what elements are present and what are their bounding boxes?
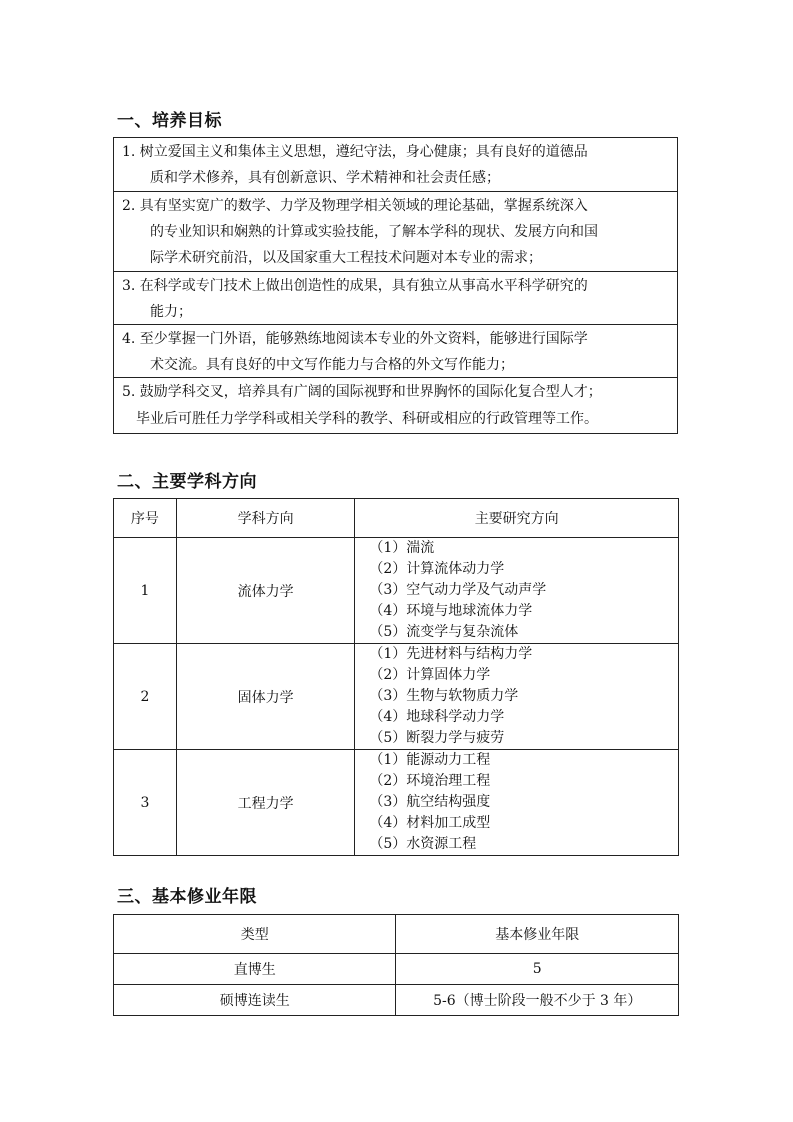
research-item: （2）计算固体力学 [369,667,491,683]
section-title-goals: 一、培养目标 [117,111,222,131]
goal-line: 能力； [150,304,192,320]
research-item: （1）能源动力工程 [369,752,491,768]
research-item: （2）计算流体动力学 [369,561,505,577]
directions-table [113,498,679,856]
years-table [113,914,679,1016]
research-item: （3）航空结构强度 [369,794,491,810]
goal-item [114,271,677,324]
research-list [355,750,679,856]
goal-line: 毕业后可胜任力学学科或相关学科的教学、科研或相应的行政管理等工作。 [136,411,598,427]
goal-item [114,377,677,435]
study-years: 5 [396,954,679,985]
goal-line: 际学术研究前沿，以及国家重大工程技术问题对本专业的需求； [150,250,542,266]
goal-line: 5. 鼓励学科交叉，培养具有广阔的国际视野和世界胸怀的国际化复合型人才； [122,384,602,400]
row-number: 1 [114,538,177,644]
field-name: 工程力学 [176,750,355,856]
row-number: 2 [114,644,177,750]
goals-box [113,137,678,434]
research-item: （1）先进材料与结构力学 [369,646,533,662]
research-item: （4）地球科学动力学 [369,709,505,725]
header-cell: 序号 [114,499,177,538]
field-name: 固体力学 [176,644,355,750]
header-cell: 基本修业年限 [396,915,679,954]
header-cell: 类型 [114,915,396,954]
research-item: （5）水资源工程 [369,836,477,852]
research-list [355,538,679,644]
row-number: 3 [114,750,177,856]
research-item: （4）环境与地球流体力学 [369,603,533,619]
research-item: （3）生物与软物质力学 [369,688,519,704]
research-item: （3）空气动力学及气动声学 [369,582,547,598]
goal-line: 质和学术修养，具有创新意识、学术精神和社会责任感； [150,170,500,186]
goal-item [114,324,677,377]
goal-line: 术交流。具有良好的中文写作能力与合格的外文写作能力； [150,357,514,373]
table-header-row [114,499,679,538]
goal-line: 2. 具有坚实宽广的数学、力学及物理学相关领域的理论基础，掌握系统深入 [122,198,588,214]
table-row [114,750,679,856]
table-header-row [114,915,679,954]
section-title-years: 三、基本修业年限 [117,887,257,907]
research-item: （1）湍流 [369,540,435,556]
research-item: （4）材料加工成型 [369,815,491,831]
student-type: 直博生 [114,954,396,985]
table-row [114,538,679,644]
study-years: 5-6（博士阶段一般不少于 3 年） [396,985,679,1016]
goal-line: 的专业知识和娴熟的计算或实验技能，了解本学科的现状、发展方向和国 [150,224,598,240]
goal-item [114,191,677,271]
header-cell: 主要研究方向 [355,499,679,538]
section-title-directions: 二、主要学科方向 [117,472,257,492]
research-item: （5）流变学与复杂流体 [369,624,519,640]
research-item: （5）断裂力学与疲劳 [369,730,505,746]
research-item: （2）环境治理工程 [369,773,491,789]
table-row [114,644,679,750]
research-list [355,644,679,750]
student-type: 硕博连读生 [114,985,396,1016]
goal-line: 1. 树立爱国主义和集体主义思想，遵纪守法，身心健康；具有良好的道德品 [122,144,588,160]
header-cell: 学科方向 [176,499,355,538]
table-row [114,954,679,985]
goal-item [114,138,677,191]
table-row [114,985,679,1016]
field-name: 流体力学 [176,538,355,644]
goal-line: 3. 在科学或专门技术上做出创造性的成果，具有独立从事高水平科学研究的 [122,278,588,294]
goal-line: 4. 至少掌握一门外语，能够熟练地阅读本专业的外文资料，能够进行国际学 [122,331,588,347]
